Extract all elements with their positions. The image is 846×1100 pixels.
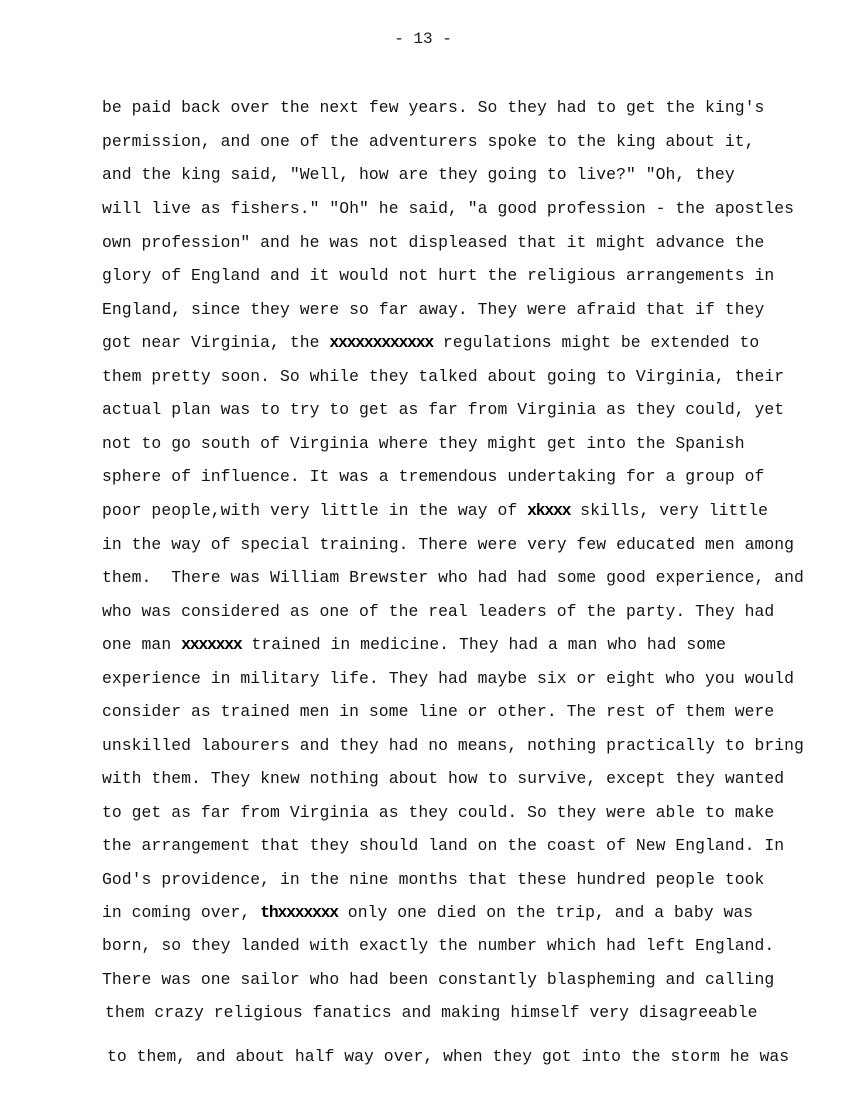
struck-out-text: xxxxxxx <box>181 635 242 654</box>
text-run: poor people,with very little in the way of <box>102 501 528 520</box>
text-line <box>102 266 774 286</box>
text-run: born, so they landed with exactly the number which had left England. <box>102 936 775 955</box>
text-line <box>102 501 768 521</box>
text-line <box>102 870 764 890</box>
text-run: to get as far from Virginia as they could. So they were able to make <box>102 803 775 822</box>
text-run: sphere of influence. It was a tremendous undertaking for a group of <box>102 467 765 486</box>
text-run: skills, very little <box>570 501 769 520</box>
text-run: to them, and about half way over, when they got into the storm he was <box>107 1047 790 1066</box>
text-line <box>102 434 745 454</box>
text-run: consider as trained men in some line or other. The rest of them were <box>102 702 775 721</box>
text-line <box>102 769 784 789</box>
text-line <box>102 936 774 956</box>
text-run: regulations might be extended to <box>433 333 760 352</box>
text-run: permission, and one of the adventurers spoke to the king about it, <box>102 132 755 151</box>
text-run: will live as fishers." "Oh" he said, "a good profession - the apostles <box>102 199 795 218</box>
text-run: them pretty soon. So while they talked about going to Virginia, their <box>102 367 785 386</box>
text-run: and the king said, "Well, how are they going to live?" "Oh, they <box>102 165 735 184</box>
struck-out-text: xxxxxxxxxxxx <box>329 333 434 352</box>
text-run: glory of England and it would not hurt the religious arrangements in <box>102 266 775 285</box>
text-line <box>102 467 764 487</box>
text-line <box>102 400 784 420</box>
text-line <box>102 602 774 622</box>
text-line <box>102 535 794 555</box>
text-line <box>102 803 774 823</box>
text-line <box>102 903 753 923</box>
text-run: God's providence, in the nine months that these hundred people took <box>102 870 765 889</box>
text-run: them crazy religious fanatics and making himself very disagreeable <box>105 1003 758 1022</box>
text-run: only one died on the trip, and a baby was <box>337 903 754 922</box>
text-run: own profession" and he was not displeased that it might advance the <box>102 233 765 252</box>
text-line <box>102 669 794 689</box>
text-run: not to go south of Virginia where they might get into the Spanish <box>102 434 745 453</box>
text-line <box>102 165 735 185</box>
text-line <box>102 132 754 152</box>
text-line <box>102 233 764 253</box>
text-run: them. There was William Brewster who had had some good experience, and <box>102 568 804 587</box>
text-line <box>102 300 764 320</box>
text-line <box>107 1047 789 1067</box>
page-number <box>0 30 846 48</box>
text-line <box>102 836 784 856</box>
text-run: with them. They knew nothing about how to survive, except they wanted <box>102 769 785 788</box>
text-run: There was one sailor who had been constantly blaspheming and calling <box>102 970 775 989</box>
text-run: unskilled labourers and they had no means, nothing practically to bring <box>102 736 804 755</box>
text-run: in the way of special training. There were very few educated men among <box>102 535 795 554</box>
struck-out-text: xkxxx <box>527 501 571 520</box>
page-number-text: - 13 - <box>394 30 452 48</box>
text-run: experience in military life. They had maybe six or eight who you would <box>102 669 795 688</box>
text-run: be paid back over the next few years. So they had to get the king's <box>102 98 765 117</box>
text-run: trained in medicine. They had a man who had some <box>241 635 726 654</box>
text-run: England, since they were so far away. They were afraid that if they <box>102 300 765 319</box>
text-run: got near Virginia, the <box>102 333 330 352</box>
text-line <box>102 736 804 756</box>
text-line <box>102 98 764 118</box>
text-line <box>102 199 794 219</box>
text-line <box>102 702 774 722</box>
struck-out-text: thxxxxxxx <box>260 903 338 922</box>
text-run: one man <box>102 635 182 654</box>
text-line <box>102 568 804 588</box>
text-line <box>102 635 726 655</box>
text-run: who was considered as one of the real leaders of the party. They had <box>102 602 775 621</box>
text-line <box>105 1003 757 1023</box>
text-line <box>102 970 774 990</box>
text-run: actual plan was to try to get as far from Virginia as they could, yet <box>102 400 785 419</box>
text-run: the arrangement that they should land on the coast of New England. In <box>102 836 785 855</box>
text-line <box>102 333 759 353</box>
text-line <box>102 367 784 387</box>
text-run: in coming over, <box>102 903 261 922</box>
